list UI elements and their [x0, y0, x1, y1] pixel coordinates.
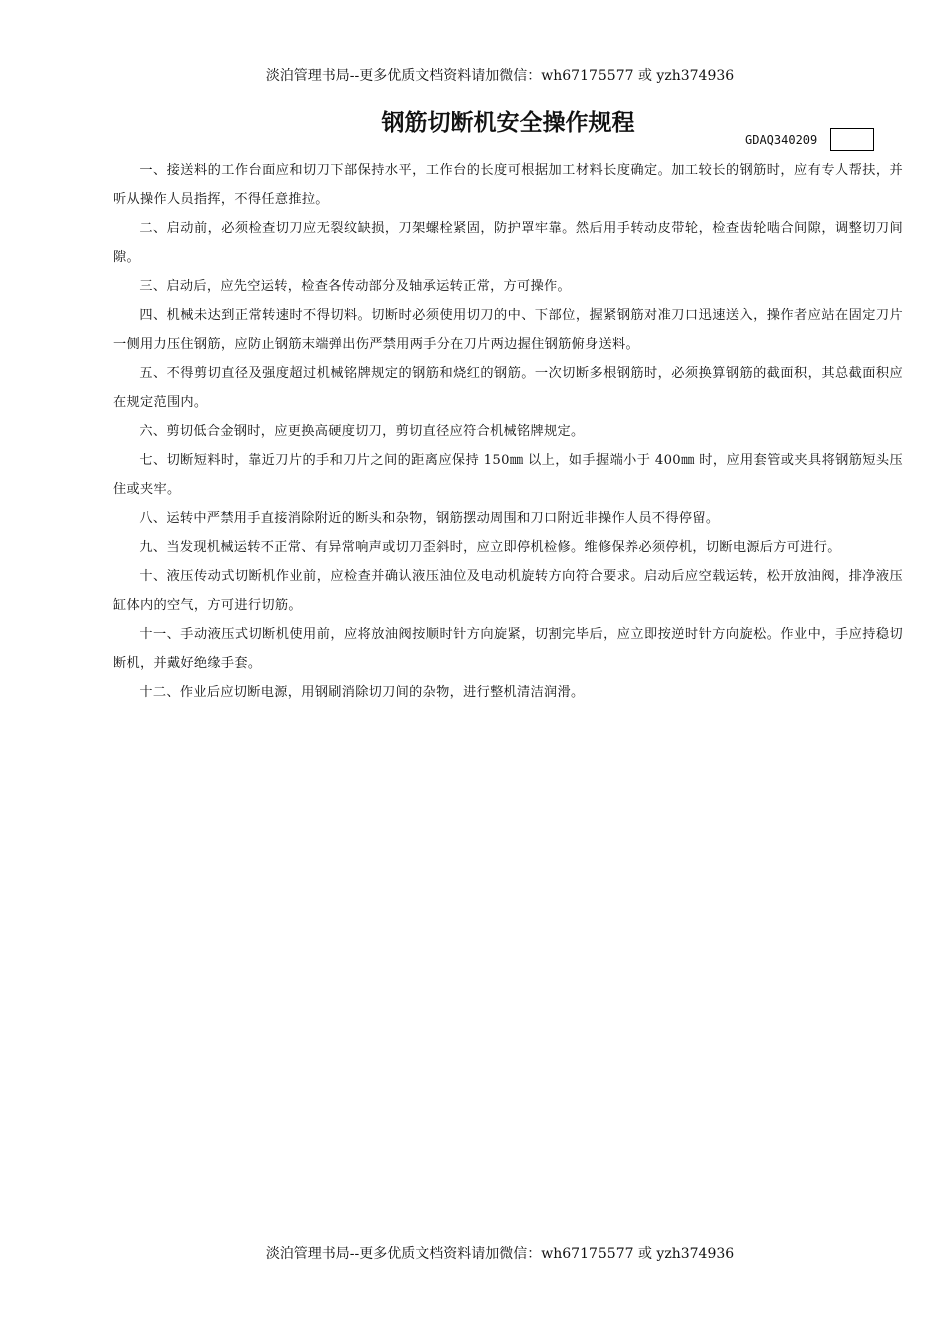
- rule-paragraph: 八、运转中严禁用手直接消除附近的断头和杂物，钢筋摆动周围和刀口附近非操作人员不得停留。: [139, 511, 720, 526]
- rule-paragraph: 六、剪切低合金钢时，应更换高硬度切刀，剪切直径应符合机械铭牌规定。: [139, 424, 585, 439]
- rule-paragraph: 十一、手动液压式切断机使用前，应将放油阀按顺时针方向旋紧，切割完毕后，应立即按逆时针方向旋松。作业中，手应持稳切断机，并戴好绝缘手套。: [113, 627, 903, 671]
- rule-paragraph: 一、接送料的工作台面应和切刀下部保持水平，工作台的长度可根据加工材料长度确定。加工较长的钢筋时，应有专人帮扶，并听从操作人员指挥，不得任意推拉。: [113, 163, 903, 207]
- rule-paragraph: 五、不得剪切直径及强度超过机械铭牌规定的钢筋和烧红的钢筋。一次切断多根钢筋时，必须换算钢筋的截面积，其总截面积应在规定范围内。: [113, 366, 903, 410]
- rule-paragraph: 九、当发现机械运转不正常、有异常响声或切刀歪斜时，应立即停机检修。维修保养必须停机，切断电源后方可进行。: [139, 540, 841, 555]
- rule-paragraph: 七、切断短料时，靠近刀片的手和刀片之间的距离应保持 150㎜ 以上，如手握端小于 400㎜ 时，应用套管或夹具将钢筋短头压住或夹牢。: [113, 453, 903, 497]
- footer-note: 淡泊管理书局--更多优质文档资料请加微信：wh67175577 或 yzh374936: [265, 1246, 735, 1262]
- document-code-box: [830, 128, 874, 151]
- header-note: 淡泊管理书局--更多优质文档资料请加微信：wh67175577 或 yzh374936: [265, 68, 735, 84]
- rule-paragraph: 十二、作业后应切断电源，用钢刷消除切刀间的杂物，进行整机清洁润滑。: [139, 685, 585, 700]
- document-code: GDAQ340209: [745, 133, 818, 147]
- rule-paragraph: 四、机械未达到正常转速时不得切料。切断时必须使用切刀的中、下部位，握紧钢筋对准刀口迅速送入，操作者应站在固定刀片一侧用力压住钢筋，应防止钢筋末端弹出伤严禁用两手分在刀片两边握住钢筋俯身送料。: [113, 308, 903, 352]
- rule-paragraph: 三、启动后，应先空运转，检查各传动部分及轴承运转正常，方可操作。: [139, 279, 571, 294]
- rule-paragraph: 十、液压传动式切断机作业前，应检查并确认液压油位及电动机旋转方向符合要求。启动后应空载运转，松开放油阀，排净液压缸体内的空气，方可进行切筋。: [113, 569, 903, 613]
- rules-list: [113, 156, 903, 707]
- rule-paragraph: 二、启动前，必须检查切刀应无裂纹缺损，刀架螺栓紧固，防护罩牢靠。然后用手转动皮带轮，检查齿轮啮合间隙，调整切刀间隙。: [113, 221, 903, 265]
- document-title: 钢筋切断机安全操作规程: [381, 110, 635, 137]
